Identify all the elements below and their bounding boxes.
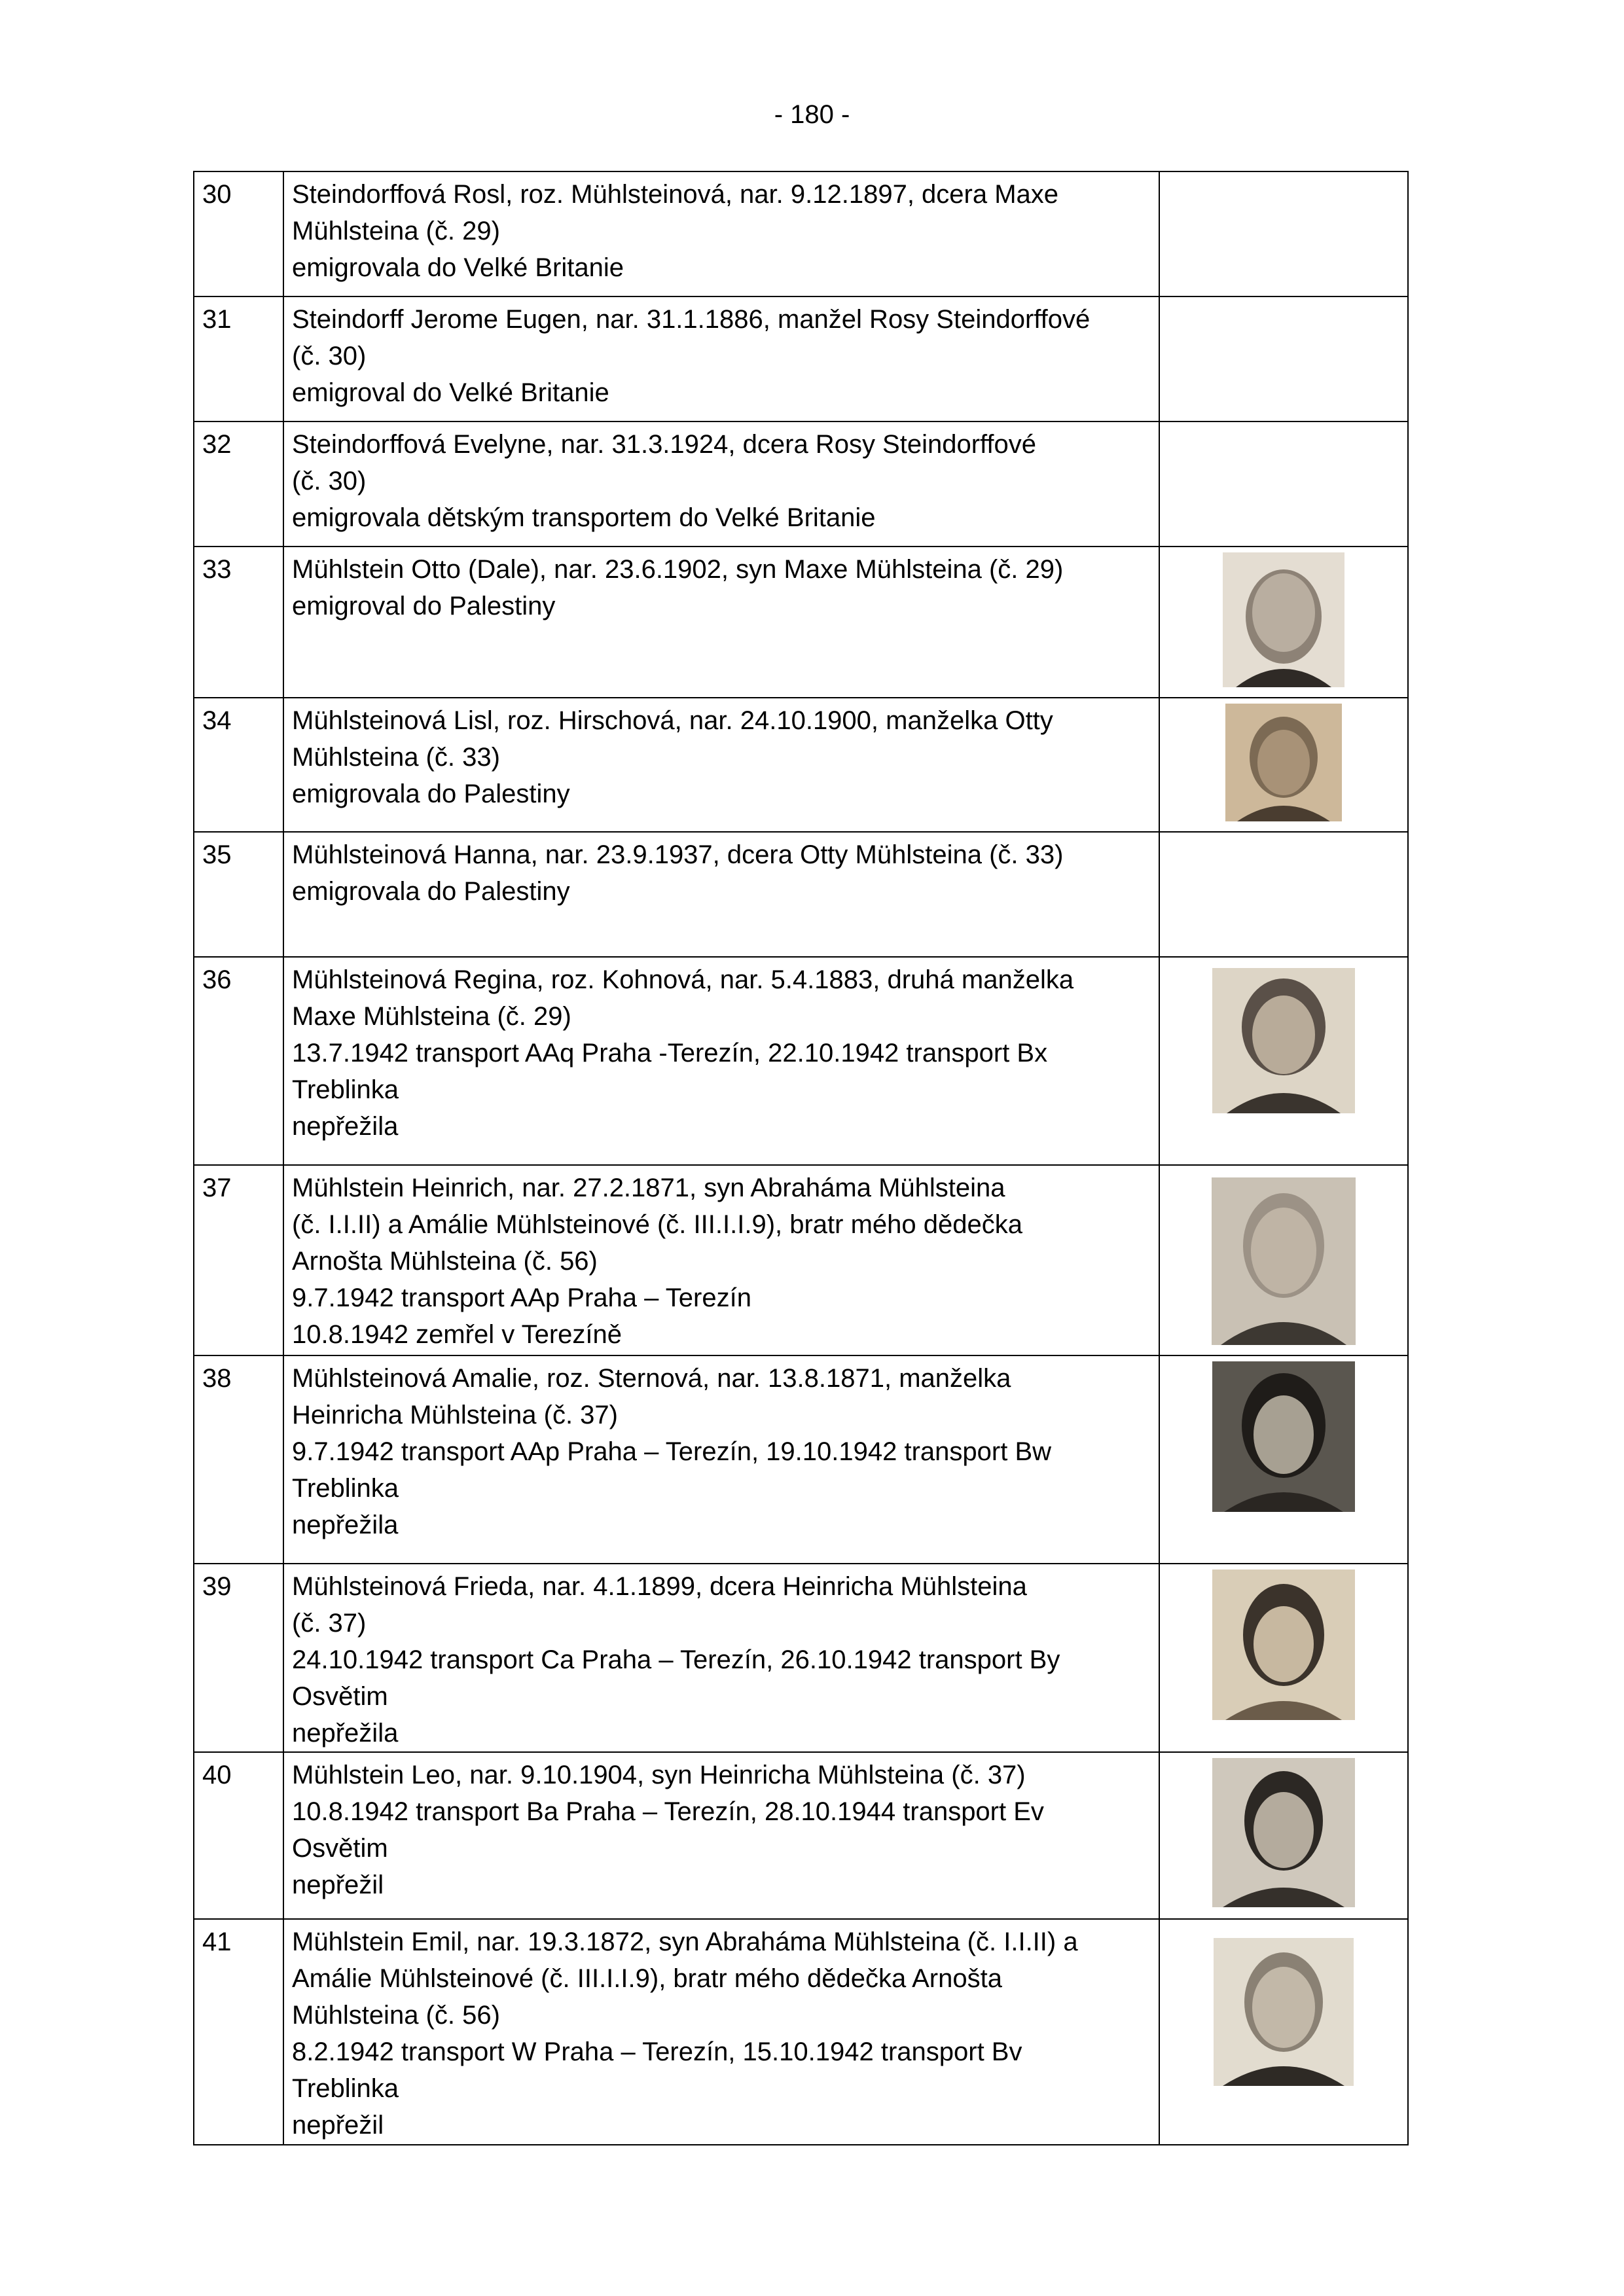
description-line: emigrovala do Velké Britanie (292, 253, 624, 282)
description-line: Mühlsteina (č. 29) (292, 217, 500, 245)
description-line: Mühlstein Heinrich, nar. 27.2.1871, syn Abraháma Mühlsteina (292, 1174, 1005, 1202)
description-line: 9.7.1942 transport AAp Praha – Terezín, 19.10.1942 transport Bw (292, 1437, 1052, 1466)
description-line: 8.2.1942 transport W Praha – Terezín, 15.10.1942 transport Bv (292, 2037, 1022, 2066)
table-row (194, 832, 1408, 957)
description-line: Osvětim (292, 1834, 388, 1863)
description-line: Maxe Mühlsteina (č. 29) (292, 1002, 571, 1031)
description-line: (č. 30) (292, 467, 367, 495)
description-line: nepřežila (292, 1719, 399, 1748)
description-line: Treblinka (292, 1474, 399, 1503)
entry-number: 30 (194, 171, 283, 296)
entry-number: 32 (194, 422, 283, 547)
table-row (194, 547, 1408, 698)
description-line: Mühlsteina (č. 56) (292, 2001, 500, 2030)
description-line: emigrovala dětským transportem do Velké Britanie (292, 503, 876, 532)
description-line: (č. 37) (292, 1609, 367, 1638)
entry-description (283, 1165, 1159, 1355)
description-line: 10.8.1942 zemřel v Terezíně (292, 1320, 623, 1349)
entry-description (283, 1355, 1159, 1564)
portrait-photo (1212, 1361, 1355, 1512)
description-line: Mühlsteinová Frieda, nar. 4.1.1899, dcera Heinricha Mühlsteina (292, 1572, 1027, 1601)
entry-description (283, 1564, 1159, 1752)
description-line: Arnošta Mühlsteina (č. 56) (292, 1247, 598, 1276)
photo-cell (1159, 1752, 1408, 1919)
entry-number: 31 (194, 296, 283, 422)
photo-cell (1159, 1355, 1408, 1564)
portrait-photo (1225, 704, 1342, 821)
portrait-photo (1212, 1177, 1356, 1345)
photo-cell (1159, 547, 1408, 698)
description-line: (č. I.I.II) a Amálie Mühlsteinové (č. III.I.I.9), bratr mého dědečka (292, 1210, 1022, 1239)
entry-number: 40 (194, 1752, 283, 1919)
description-line: Mühlsteinová Lisl, roz. Hirschová, nar. 24.10.1900, manželka Otty (292, 706, 1053, 735)
entry-number: 34 (194, 698, 283, 832)
entry-number: 39 (194, 1564, 283, 1752)
photo-cell (1159, 832, 1408, 957)
description-line: Mühlstein Leo, nar. 9.10.1904, syn Heinricha Mühlsteina (č. 37) (292, 1761, 1026, 1789)
entry-description (283, 698, 1159, 832)
description-line: Treblinka (292, 1075, 399, 1104)
entry-description (283, 171, 1159, 296)
description-line: emigrovala do Palestiny (292, 780, 570, 808)
portrait-photo (1212, 1570, 1355, 1720)
photo-cell (1159, 1564, 1408, 1752)
entry-number: 36 (194, 957, 283, 1165)
portrait-photo (1223, 552, 1344, 687)
entry-description (283, 957, 1159, 1165)
description-line: Steindorff Jerome Eugen, nar. 31.1.1886, manžel Rosy Steindorffové (292, 305, 1091, 334)
description-line: Heinricha Mühlsteina (č. 37) (292, 1401, 618, 1429)
description-line: emigroval do Velké Britanie (292, 378, 609, 407)
description-line: Mühlsteinová Regina, roz. Kohnová, nar. 5.4.1883, druhá manželka (292, 965, 1074, 994)
table-row (194, 296, 1408, 422)
table-row (194, 1752, 1408, 1919)
photo-cell (1159, 698, 1408, 832)
entry-description (283, 296, 1159, 422)
portrait-photo (1212, 1758, 1355, 1907)
description-line: nepřežil (292, 1871, 384, 1899)
description-line: Treblinka (292, 2074, 399, 2103)
photo-cell (1159, 957, 1408, 1165)
table-row (194, 1355, 1408, 1564)
genealogy-table (193, 171, 1409, 2145)
description-line: Mühlstein Emil, nar. 19.3.1872, syn Abraháma Mühlsteina (č. I.I.II) a (292, 1928, 1078, 1956)
description-line: emigroval do Palestiny (292, 592, 556, 620)
table-row (194, 171, 1408, 296)
table-row (194, 698, 1408, 832)
entry-number: 33 (194, 547, 283, 698)
description-line: (č. 30) (292, 342, 367, 370)
entry-description (283, 1919, 1159, 2145)
entry-description (283, 547, 1159, 698)
description-line: Mühlsteinová Hanna, nar. 23.9.1937, dcera Otty Mühlsteina (č. 33) (292, 840, 1064, 869)
table-row (194, 1165, 1408, 1355)
entry-number: 38 (194, 1355, 283, 1564)
table-row (194, 422, 1408, 547)
description-line: Mühlsteinová Amalie, roz. Sternová, nar. 13.8.1871, manželka (292, 1364, 1011, 1393)
table-row (194, 957, 1408, 1165)
portrait-photo (1212, 968, 1355, 1113)
photo-cell (1159, 422, 1408, 547)
description-line: nepřežila (292, 1511, 399, 1539)
description-line: 13.7.1942 transport AAq Praha -Terezín, 22.10.1942 transport Bx (292, 1039, 1048, 1067)
page-number: - 180 - (774, 100, 850, 129)
entry-number: 37 (194, 1165, 283, 1355)
description-line: Amálie Mühlsteinové (č. III.I.I.9), bratr mého dědečka Arnošta (292, 1964, 1002, 1993)
description-line: Osvětim (292, 1682, 388, 1711)
description-line: 10.8.1942 transport Ba Praha – Terezín, 28.10.1944 transport Ev (292, 1797, 1044, 1826)
description-line: Mühlsteina (č. 33) (292, 743, 500, 772)
description-line: 9.7.1942 transport AAp Praha – Terezín (292, 1283, 751, 1312)
description-line: Mühlstein Otto (Dale), nar. 23.6.1902, syn Maxe Mühlsteina (č. 29) (292, 555, 1064, 584)
description-line: nepřežila (292, 1112, 399, 1141)
photo-cell (1159, 1919, 1408, 2145)
photo-cell (1159, 296, 1408, 422)
description-line: 24.10.1942 transport Ca Praha – Terezín, 26.10.1942 transport By (292, 1645, 1060, 1674)
description-line: emigrovala do Palestiny (292, 877, 570, 906)
table-row (194, 1564, 1408, 1752)
photo-cell (1159, 1165, 1408, 1355)
entry-description (283, 832, 1159, 957)
description-line: Steindorffová Evelyne, nar. 31.3.1924, dcera Rosy Steindorffové (292, 430, 1037, 459)
description-line: Steindorffová Rosl, roz. Mühlsteinová, nar. 9.12.1897, dcera Maxe (292, 180, 1059, 209)
table-row (194, 1919, 1408, 2145)
entry-description (283, 422, 1159, 547)
description-line: nepřežil (292, 2111, 384, 2140)
portrait-photo (1214, 1938, 1354, 2086)
entry-description (283, 1752, 1159, 1919)
entry-number: 35 (194, 832, 283, 957)
entry-number: 41 (194, 1919, 283, 2145)
photo-cell (1159, 171, 1408, 296)
